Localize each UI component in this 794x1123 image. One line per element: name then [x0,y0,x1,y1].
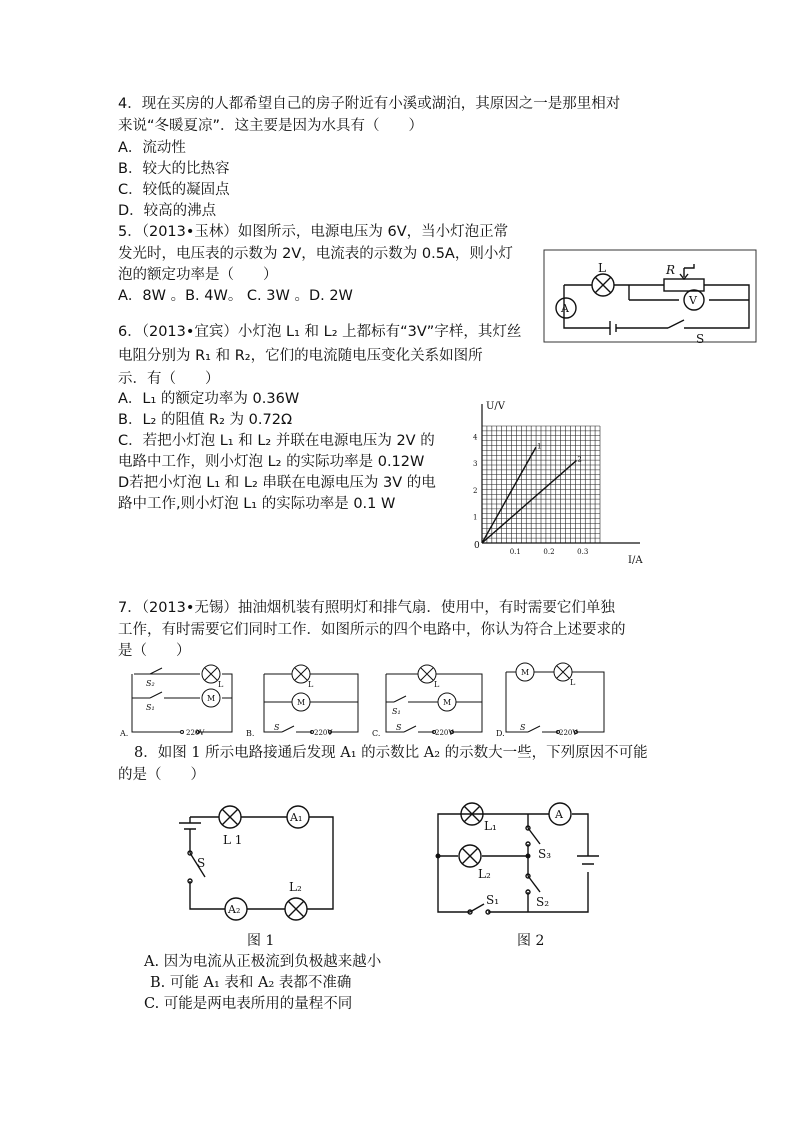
circuit-a-voltage: 220V [186,729,205,737]
circuit-a-letter: A. [120,729,129,738]
fig2-s3-label: S₃ [538,847,552,861]
u-i-chart [455,395,655,570]
q5-resistor-label: R [666,263,676,277]
switch-icon [404,726,416,732]
circuit-b-switch-label: S [274,723,280,732]
circuit-b-motor-label: M [297,698,306,707]
q5-options: A．8W 。B. 4W。 C. 3W 。D. 2W [118,288,353,304]
switch-icon [528,726,540,732]
x-tick-label: 0.1 [509,548,521,556]
circuit-d [496,663,604,738]
q7-circuit-options [116,662,616,742]
q8-figure-1 [175,805,375,955]
fig1-l1-label: L 1 [223,833,243,847]
fig1-caption: 图 1 [247,933,275,949]
fig2-l1-label: L₁ [484,819,497,833]
q4-option-a: A．流动性 [118,140,186,156]
q5-ammeter-label: A [561,302,569,315]
q7-stem-line3: 是（ ） [118,643,191,659]
fig2-caption: 图 2 [517,933,545,949]
q7-stem-line1: 7．（2013•无锡）抽油烟机装有照明灯和排气扇．使用中，有时需要它们单独 [118,600,615,616]
switch-icon [668,320,684,328]
q6-stem-line3: 示．有（ ） [118,371,220,387]
fig1-a2-label: A₂ [228,903,241,916]
q6-option-d-line2: 路中工作,则小灯泡 L₁ 的实际功率是 0.1 W [118,496,396,512]
q8-stem-line1: 8．如图 1 所示电路接通后发现 A₁ 的示数比 A₂ 的示数大一些，下列原因不可能 [134,745,648,761]
q6-stem-line1: 6．（2013•宜宾）小灯泡 L₁ 和 L₂ 上都标有“3V”字样，其灯丝 [118,324,522,340]
circuit-c-s1-label: S₁ [392,707,401,716]
q5-voltmeter-label: V [689,294,697,307]
switch-icon [282,726,294,732]
circuit-b-letter: B. [246,729,255,738]
circuit-d-voltage: 220V [559,729,578,737]
circuit-a-motor-label: M [207,694,216,703]
y-tick-label: 4 [473,433,478,442]
circuit-a-s1-label: S₁ [146,703,155,712]
circuit-d-letter: D. [496,729,505,738]
circuit-b-lamp-label: L [308,680,314,689]
battery-icon [179,823,201,829]
q4-stem-line2: 来说“冬暖夏凉”．这主要是因为水具有（ ） [118,118,424,134]
series-line-2 [482,461,576,543]
fig1-a1-label: A₁ [290,811,303,824]
circuit-c-voltage: 220V [435,729,454,737]
circuit-b [246,665,358,738]
circuit-c-switch-label: S [396,723,402,732]
fig1-switch-label: S [197,856,206,870]
q5-stem-line2: 发光时，电压表的示数为 2V，电流表的示数为 0.5A，则小灯 [118,246,513,262]
y-tick-label: 1 [473,513,478,522]
q6-option-a: A．L₁ 的额定功率为 0.36W [118,391,300,407]
origin-label: 0 [474,541,480,551]
fig2-a-label: A [555,808,563,821]
q5-switch-label: S [696,332,705,346]
q5-circuit-diagram [544,250,784,350]
q5-lamp-label: L [598,261,606,275]
rheostat-icon [664,279,704,291]
circuit-c-motor-label: M [443,698,452,707]
fig2-s1-label: S₁ [486,893,500,907]
q4-option-b: B．较大的比热容 [118,161,230,177]
series-label-2: 2 [577,455,582,464]
q4-option-d: D．较高的沸点 [118,203,217,219]
x-axis-label: I/A [628,555,643,566]
series-label-1: 1 [536,442,542,451]
q4-stem-line1: 4．现在买房的人都希望自己的房子附近有小溪或湖泊，其原因之一是那里相对 [118,96,621,112]
battery-icon [577,856,599,864]
circuit-c-letter: C. [372,729,381,738]
fig2-l2-label: L₂ [478,867,491,881]
q4-option-c: C．较低的凝固点 [118,182,230,198]
q8-figure-2 [430,800,620,950]
switch-icon [394,696,406,702]
q8-option-c: C. 可能是两电表所用的量程不同 [144,996,353,1012]
x-tick-label: 0.2 [543,548,555,556]
q6-option-b: B．L₂ 的阻值 R₂ 为 0.72Ω [118,412,293,428]
q8-option-b: B. 可能 A₁ 表和 A₂ 表都不准确 [150,975,352,991]
circuit-c [372,665,482,738]
q6-option-c-line2: 电路中工作，则小灯泡 L₂ 的实际功率是 0.12W [118,454,425,470]
y-tick-label: 3 [473,460,478,469]
circuit-d-motor-label: M [521,668,530,677]
q6-stem-line2: 电阻分别为 R₁ 和 R₂，它们的电流随电压变化关系如图所 [118,348,483,364]
circuit-a-s2-label: S₂ [146,679,155,688]
q8-stem-line2: 的是（ ） [118,767,205,783]
circuit-a [119,665,232,738]
y-axis-label: U/V [486,401,506,412]
y-tick-label: 2 [473,486,478,495]
circuit-d-switch-label: S [520,723,526,732]
q7-stem-line2: 工作，有时需要它们同时工作．如图所示的四个电路中，你认为符合上述要求的 [118,622,626,638]
switch-icon [528,828,540,844]
q6-option-c-line1: C．若把小灯泡 L₁ 和 L₂ 并联在电源电压为 2V 的 [118,433,435,449]
battery-icon [610,321,616,335]
circuit-d-lamp-label: L [570,678,576,687]
q6-option-d-line1: D若把小灯泡 L₁ 和 L₂ 串联在电源电压为 3V 的电 [118,475,436,491]
q8-option-a: A. 因为电流从正极流到负极越来越小 [144,954,382,970]
fig1-l2-label: L₂ [289,880,302,894]
circuit-c-lamp-label: L [434,680,440,689]
x-tick-label: 0.3 [577,548,589,556]
q5-stem-line1: 5．（2013•玉林）如图所示，电源电压为 6V，当小灯泡正常 [118,224,509,240]
circuit-a-lamp-label: L [218,680,224,689]
circuit-b-voltage: 220V [314,729,333,737]
fig2-s2-label: S₂ [536,895,550,909]
q5-stem-line3: 泡的额定功率是（ ） [118,267,278,283]
switch-icon [528,876,540,892]
